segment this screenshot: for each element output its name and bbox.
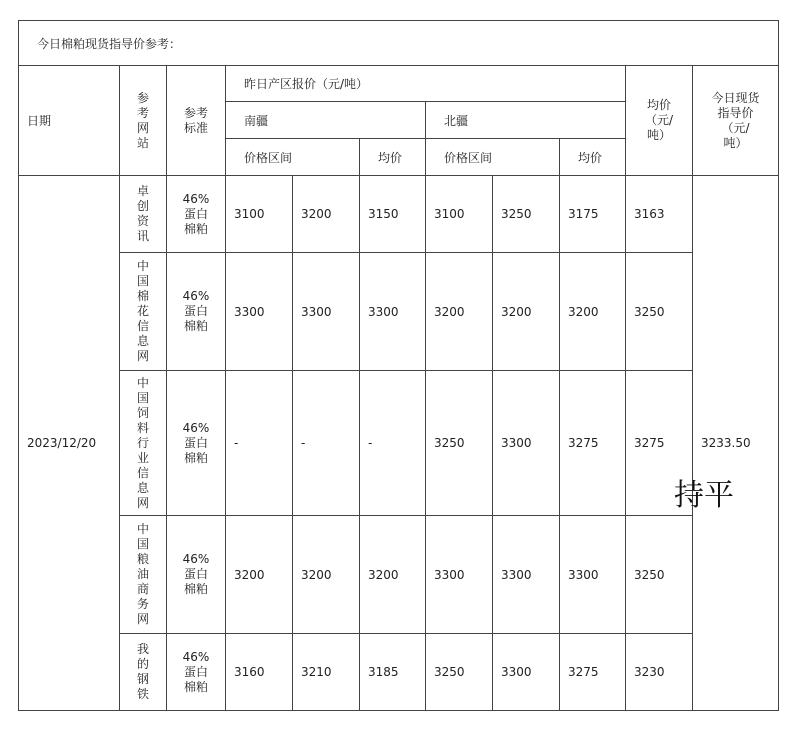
south-high: 3200 (293, 516, 360, 634)
header-north: 北疆 (426, 102, 626, 139)
avg-cell: 3275 (626, 371, 693, 516)
north-avg: 3175 (560, 176, 626, 253)
table-row (19, 516, 779, 634)
south-high: 3300 (293, 253, 360, 371)
price-table (18, 20, 779, 711)
header-north-avg: 均价 (560, 139, 626, 176)
header-guide: 今日现货 指导价 （元/ 吨） (693, 66, 779, 176)
standard-cell: 46% 蛋白 棉粕 (167, 371, 226, 516)
table-row (19, 371, 779, 516)
header-standard: 参考 标准 (167, 66, 226, 176)
site-cell: 我 的 钢 铁 (120, 634, 167, 711)
site-cell: 中 国 饲 料 行 业 信 息 网 (120, 371, 167, 516)
date-cell: 2023/12/20 (19, 176, 120, 711)
avg-cell: 3163 (626, 176, 693, 253)
north-avg: 3275 (560, 634, 626, 711)
north-avg: 3300 (560, 516, 626, 634)
north-avg: 3275 (560, 371, 626, 516)
table-row (19, 634, 779, 711)
north-low: 3100 (426, 176, 493, 253)
north-high: 3300 (493, 371, 560, 516)
header-south: 南疆 (226, 102, 426, 139)
avg-cell: 3250 (626, 253, 693, 371)
south-low: 3200 (226, 516, 293, 634)
north-avg: 3200 (560, 253, 626, 371)
south-high: 3200 (293, 176, 360, 253)
south-low: 3160 (226, 634, 293, 711)
south-high: - (293, 371, 360, 516)
north-low: 3250 (426, 634, 493, 711)
avg-cell: 3230 (626, 634, 693, 711)
south-low: 3300 (226, 253, 293, 371)
south-high: 3210 (293, 634, 360, 711)
south-avg: 3150 (360, 176, 426, 253)
table-row (19, 176, 779, 253)
north-low: 3200 (426, 253, 493, 371)
header-avg-total: 均价 （元/ 吨） (626, 66, 693, 176)
south-avg: - (360, 371, 426, 516)
header-site: 参 考 网 站 (120, 66, 167, 176)
north-high: 3300 (493, 634, 560, 711)
header-yesterday: 昨日产区报价（元/吨） (226, 66, 626, 102)
guide-price-cell: 3233.50 (693, 176, 779, 711)
north-high: 3200 (493, 253, 560, 371)
site-cell: 卓 创 资 讯 (120, 176, 167, 253)
header-date: 日期 (19, 66, 120, 176)
standard-cell: 46% 蛋白 棉粕 (167, 634, 226, 711)
north-high: 3250 (493, 176, 560, 253)
header-north-range: 价格区间 (426, 139, 560, 176)
south-low: 3100 (226, 176, 293, 253)
site-cell: 中 国 棉 花 信 息 网 (120, 253, 167, 371)
header-south-avg: 均价 (360, 139, 426, 176)
north-low: 3250 (426, 371, 493, 516)
north-high: 3300 (493, 516, 560, 634)
south-avg: 3185 (360, 634, 426, 711)
south-low: - (226, 371, 293, 516)
site-cell: 中 国 粮 油 商 务 网 (120, 516, 167, 634)
standard-cell: 46% 蛋白 棉粕 (167, 516, 226, 634)
avg-cell: 3250 (626, 516, 693, 634)
table-title: 今日棉粕现货指导价参考： (19, 21, 779, 66)
north-low: 3300 (426, 516, 493, 634)
standard-cell: 46% 蛋白 棉粕 (167, 176, 226, 253)
table-row (19, 253, 779, 371)
trend-overlay-text: 持平 (674, 478, 734, 513)
standard-cell: 46% 蛋白 棉粕 (167, 253, 226, 371)
south-avg: 3300 (360, 253, 426, 371)
south-avg: 3200 (360, 516, 426, 634)
header-south-range: 价格区间 (226, 139, 360, 176)
